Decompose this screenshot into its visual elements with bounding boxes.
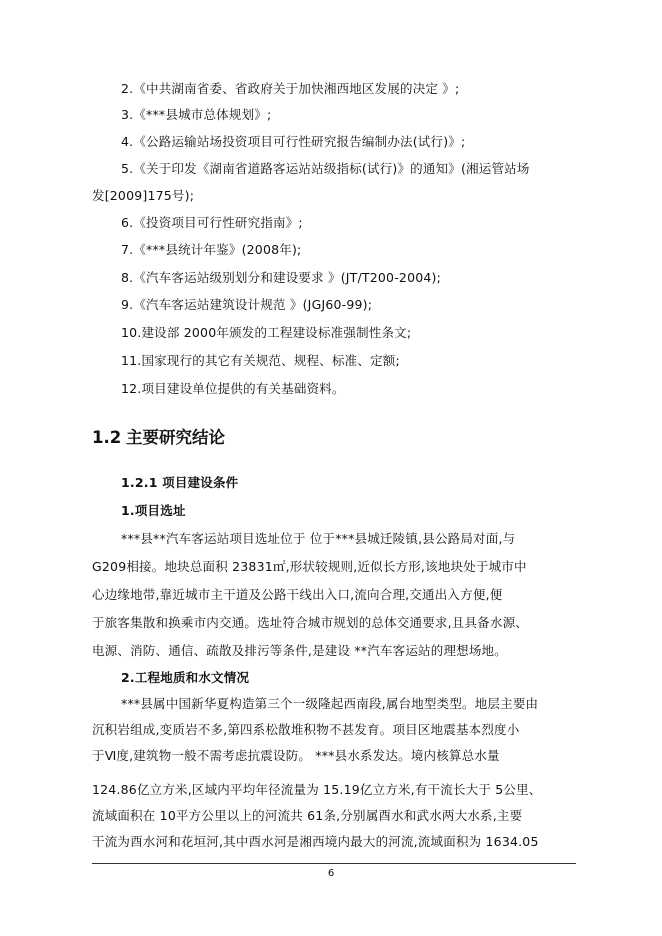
paragraph-line: 心边缘地带,靠近城市主干道及公路干线出入口,流向合理,交通出入方便,便: [92, 587, 503, 602]
reference-item: 7.《***县统计年鉴》(2008年);: [121, 242, 302, 257]
subsection-heading: 1.2.1 项目建设条件: [121, 475, 239, 490]
footer-rule: [92, 863, 576, 864]
paragraph-line: G209相接。地块总面积 23831㎡,形状较规则,近似长方形,该地块处于城市中: [92, 559, 527, 574]
paragraph-line: 流域面积在 10平方公里以上的河流共 61条,分别属酉水和武水两大水系,主要: [92, 808, 523, 823]
reference-item: 3.《***县城市总体规划》;: [121, 107, 272, 122]
geology-heading: 2.工程地质和水文情况: [121, 670, 250, 685]
reference-item: 2.《中共湖南省委、省政府关于加快湘西地区发展的决定 》;: [121, 81, 460, 96]
paragraph-line: 干流为酉水河和花垣河,其中酉水河是湘西境内最大的河流,流域面积为 1634.05: [92, 834, 539, 849]
page-number: 6: [327, 868, 335, 879]
paragraph-line: 电源、消防、通信、疏散及排污等条件,是建设 **汽车客运站的理想场地。: [92, 643, 507, 658]
reference-item: 4.《公路运输站场投资项目可行性研究报告编制办法(试行)》;: [121, 134, 466, 149]
paragraph-line: 于Ⅵ度,建筑物一般不需考虑抗震设防。 ***县水系发达。境内核算总水量: [92, 748, 500, 763]
reference-item: 12.项目建设单位提供的有关基础资料。: [121, 381, 345, 396]
paragraph-line: 124.86亿立方米,区域内平均年径流量为 15.19亿立方米,有干流长大于 5公里、: [92, 782, 542, 797]
section-title: 主要研究结论: [126, 428, 225, 447]
paragraph-line: ***县属中国新华夏构造第三个一级隆起西南段,属台地型类型。地层主要由: [121, 696, 539, 711]
section-number: 1.2: [92, 428, 122, 447]
reference-item: 6.《投资项目可行性研究指南》;: [121, 215, 303, 230]
reference-item: 5.《关于印发《湖南省道路客运站站级指标(试行)》的通知》(湘运管站场: [121, 161, 530, 176]
reference-item: 8.《汽车客运站级别划分和建设要求 》(JT/T200-2004);: [121, 270, 442, 285]
paragraph-line: 沉积岩组成,变质岩不多,第四系松散堆积物不甚发育。项目区地震基本烈度小: [92, 722, 520, 737]
reference-item: 10.建设部 2000年颁发的工程建设标准强制性条文;: [121, 325, 412, 340]
section-heading: [92, 427, 225, 449]
reference-item-continuation: 发[2009]175号);: [92, 188, 195, 203]
paragraph-line: ***县**汽车客运站项目选址位于 位于***县城迁陵镇,县公路局对面,与: [121, 531, 516, 546]
reference-item: 9.《汽车客运站建筑设计规范 》(JGJ60-99);: [121, 297, 373, 312]
reference-item: 11.国家现行的其它有关规范、规程、标准、定额;: [121, 353, 400, 368]
site-heading: 1.项目选址: [121, 503, 186, 518]
paragraph-line: 于旅客集散和换乘市内交通。选址符合城市规划的总体交通要求,且具备水源、: [92, 615, 528, 630]
